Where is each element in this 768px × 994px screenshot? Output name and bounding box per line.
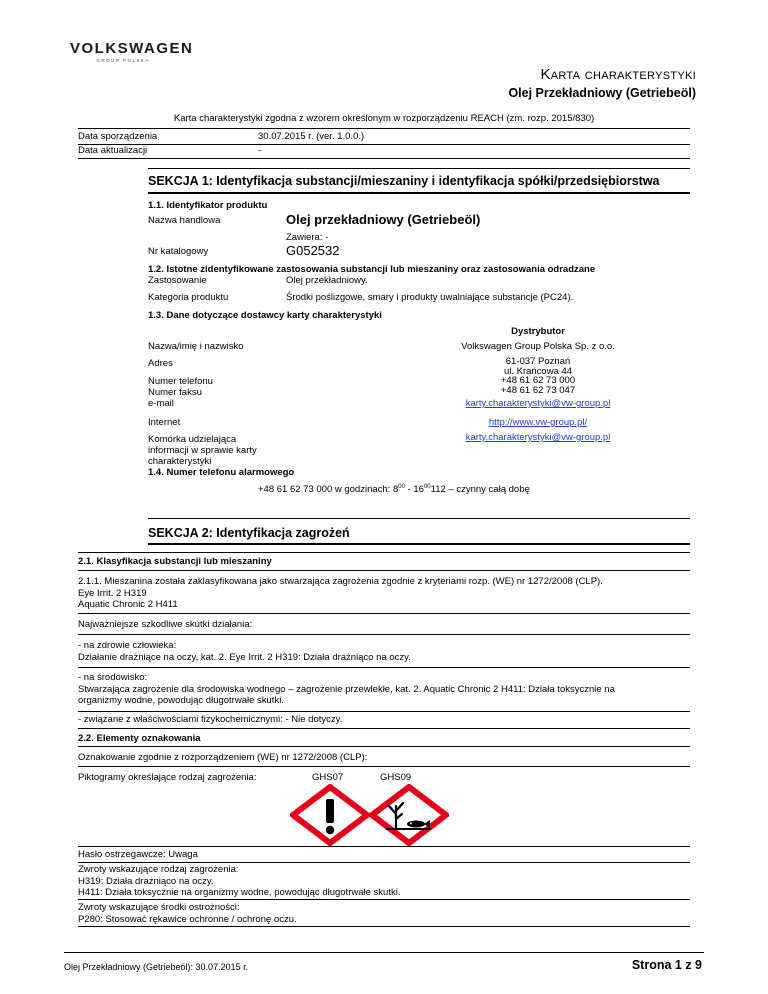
classification-block — [78, 576, 690, 611]
phone-value: +48 61 62 73 000 — [500, 375, 576, 386]
s13-title: 1.3. Dane dotyczące dostawcy karty charakterystyki — [148, 310, 382, 321]
signal-word: Hasło ostrzegawcze: Uwaga — [78, 849, 198, 860]
catalog-label: Nr katalogowy — [148, 246, 209, 257]
hazard-h411: H411: Działa toksycznie na organizmy wodne, powodując długotrwałe skutki. — [78, 887, 401, 898]
environment-text2: organizmy wodne, powodując długotrwałe skutki. — [78, 695, 284, 706]
ghs09-environment-icon — [369, 784, 449, 846]
intro-text: Karta charakterystyki zgodna z wzorem określonym w rozporządzeniu REACH (zm. rozp. 2015/830) — [173, 113, 595, 124]
divider — [78, 634, 690, 635]
section-rule — [148, 543, 690, 545]
environment-text1: Stwarzająca zagrożenie dla środowiska wodnego – zagrożenie przewlekłe, kat. 2. Aquatic Chronic 2 H411: Działa toksycznie na — [78, 683, 615, 695]
section1-title: SEKCJA 1: Identyfikacja substancji/mieszaniny i identyfikacja spółki/przedsiębiorstwa — [148, 174, 660, 188]
section2-title: SEKCJA 2: Identyfikacja zagrożeń — [148, 526, 350, 540]
page-number: Strona 1 z 9 — [631, 958, 702, 972]
phone-label: Numer telefonu — [148, 376, 213, 387]
effects-title: Najważniejsze szkodliwe skutki działania: — [78, 619, 253, 630]
updated-label: Data aktualizacji — [78, 145, 148, 156]
distributor-header: Dystrybutor — [511, 326, 565, 337]
precaution-p280: P280: Stosować rękawice ochronne / ochronę oczu. — [78, 913, 297, 925]
trade-name-value: Olej przekładniowy (Getriebeöl) — [286, 212, 481, 227]
section-rule — [148, 518, 690, 519]
trade-name-label: Nazwa handlowa — [148, 215, 221, 226]
catalog-value: G052532 — [286, 243, 340, 258]
created-label: Data sporządzenia — [78, 131, 158, 142]
precaution-block — [78, 902, 690, 925]
address-line2: ul. Krańcowa 44 — [503, 366, 573, 377]
document-title: Karta charakterystyki — [540, 66, 696, 83]
logo-wordmark: VOLKSWAGEN — [70, 40, 194, 57]
emergency-number — [258, 484, 530, 495]
contains-text: Zawiera: - — [286, 232, 329, 243]
unit-label-3: charakterystyki — [148, 456, 212, 467]
divider — [78, 158, 690, 159]
ghs07-label: GHS07 — [312, 772, 344, 783]
divider — [78, 862, 690, 863]
company-logo — [70, 40, 193, 63]
health-text: Działanie drażniące na oczy, kat. 2. Eye Irrit. 2 H319: Działa drażniąco na oczy. — [78, 651, 411, 663]
unit-label-1: Komórka udzielająca — [148, 434, 237, 445]
divider — [78, 899, 690, 900]
divider — [78, 613, 690, 614]
category-label: Kategoria produktu — [148, 292, 229, 303]
footer-rule — [64, 952, 704, 953]
divider — [78, 746, 690, 747]
section-rule — [148, 168, 690, 169]
emergency-pre: +48 61 62 73 000 w godzinach: 8 — [258, 484, 399, 496]
updated-value: - — [258, 145, 262, 156]
emergency-post: 112 – czynny całą dobę — [430, 484, 530, 496]
divider — [78, 570, 690, 571]
website-link[interactable]: http://www.vw-group.pl/ — [488, 417, 588, 428]
physchem-text: - związane z właściwościami fizykochemicznymi: - Nie dotyczy. — [78, 714, 343, 725]
divider — [78, 552, 690, 553]
unit-label-2: informacji w sprawie karty — [148, 445, 257, 456]
ghs09-label: GHS09 — [380, 772, 412, 783]
s22-title: 2.2. Elementy oznakowania — [78, 733, 201, 744]
footer-document-info: Olej Przekładniowy (Getriebeöl): 30.07.2015 r. — [64, 962, 249, 972]
s11-title: 1.1. Identyfikator produktu — [148, 200, 268, 211]
s21-title: 2.1. Klasyfikacja substancji lub mieszaniny — [78, 556, 272, 567]
section-rule — [148, 192, 690, 194]
emergency-mid: - 16 — [404, 484, 424, 496]
use-label: Zastosowanie — [148, 275, 207, 286]
address-line1: 61-037 Poznań — [505, 356, 571, 367]
s12-title: 1.2. Istotne zidentyfikowane zastosowania substancji lub mieszaniny oraz zastosowania odradzane — [148, 264, 596, 275]
name-value: Volkswagen Group Polska Sp. z o.o. — [461, 341, 615, 352]
label-intro: Oznakowanie zgodnie z rozporządzeniem (WE) nr 1272/2008 (CLP): — [78, 752, 368, 763]
emergency-sup1: 00 — [398, 484, 405, 490]
divider — [78, 926, 690, 927]
product-title: Olej Przekładniowy (Getriebeöl) — [508, 86, 696, 100]
unit-email-link[interactable]: karty.charakterystyki@vw-group.pl — [465, 432, 611, 443]
pictogram-label: Piktogramy określające rodzaj zagrożenia: — [78, 772, 257, 783]
hazard-h319: H319: Działa drażniąco na oczy. — [78, 875, 214, 887]
classification-line1: 2.1.1. Mieszanina została zaklasyfikowana jako stwarzająca zagrożenia zgodnie z kryteriami rozp. (WE) nr 1272/2008 (CLP). — [78, 576, 603, 587]
created-value: 30.07.2015 r. (ver. 1.0.0.) — [258, 131, 365, 142]
category-value: Środki poślizgowe, smary i produkty uwalniające substancje (PC24). — [286, 292, 574, 303]
divider — [78, 144, 690, 145]
classification-line3: Aquatic Chronic 2 H411 — [78, 599, 178, 610]
s14-title: 1.4. Numer telefonu alarmowego — [148, 467, 295, 478]
divider — [78, 128, 690, 129]
fax-value: +48 61 62 73 047 — [500, 385, 576, 396]
hazard-title: Zwroty wskazujące rodzaj zagrożenia: — [78, 864, 239, 875]
divider — [78, 728, 690, 729]
precaution-title: Zwroty wskazujące środki ostrożności: — [78, 902, 240, 913]
email-link[interactable]: karty.charakterystyki@vw-group.pl — [465, 398, 611, 409]
classification-line2: Eye Irrit. 2 H319 — [78, 587, 147, 599]
address-label: Adres — [148, 358, 173, 369]
name-label: Nazwa/imię i nazwisko — [148, 341, 244, 352]
fax-label: Numer faksu — [148, 387, 202, 398]
health-block — [78, 640, 690, 663]
environment-block — [78, 672, 690, 707]
divider — [78, 846, 690, 847]
environment-heading: - na środowisko: — [78, 672, 148, 683]
divider — [78, 711, 690, 712]
internet-label: Internet — [148, 417, 181, 428]
logo-subtitle: GROUP POLSKA — [96, 58, 150, 63]
divider — [78, 667, 690, 668]
use-value: Olej przekładniowy. — [286, 275, 368, 286]
ghs07-exclamation-icon — [290, 784, 370, 846]
emergency-sup2: 00 — [423, 484, 431, 490]
health-heading: - na zdrowie człowieka: — [78, 640, 177, 651]
hazard-block — [78, 864, 690, 899]
divider — [78, 766, 690, 767]
email-label: e-mail — [148, 398, 174, 409]
